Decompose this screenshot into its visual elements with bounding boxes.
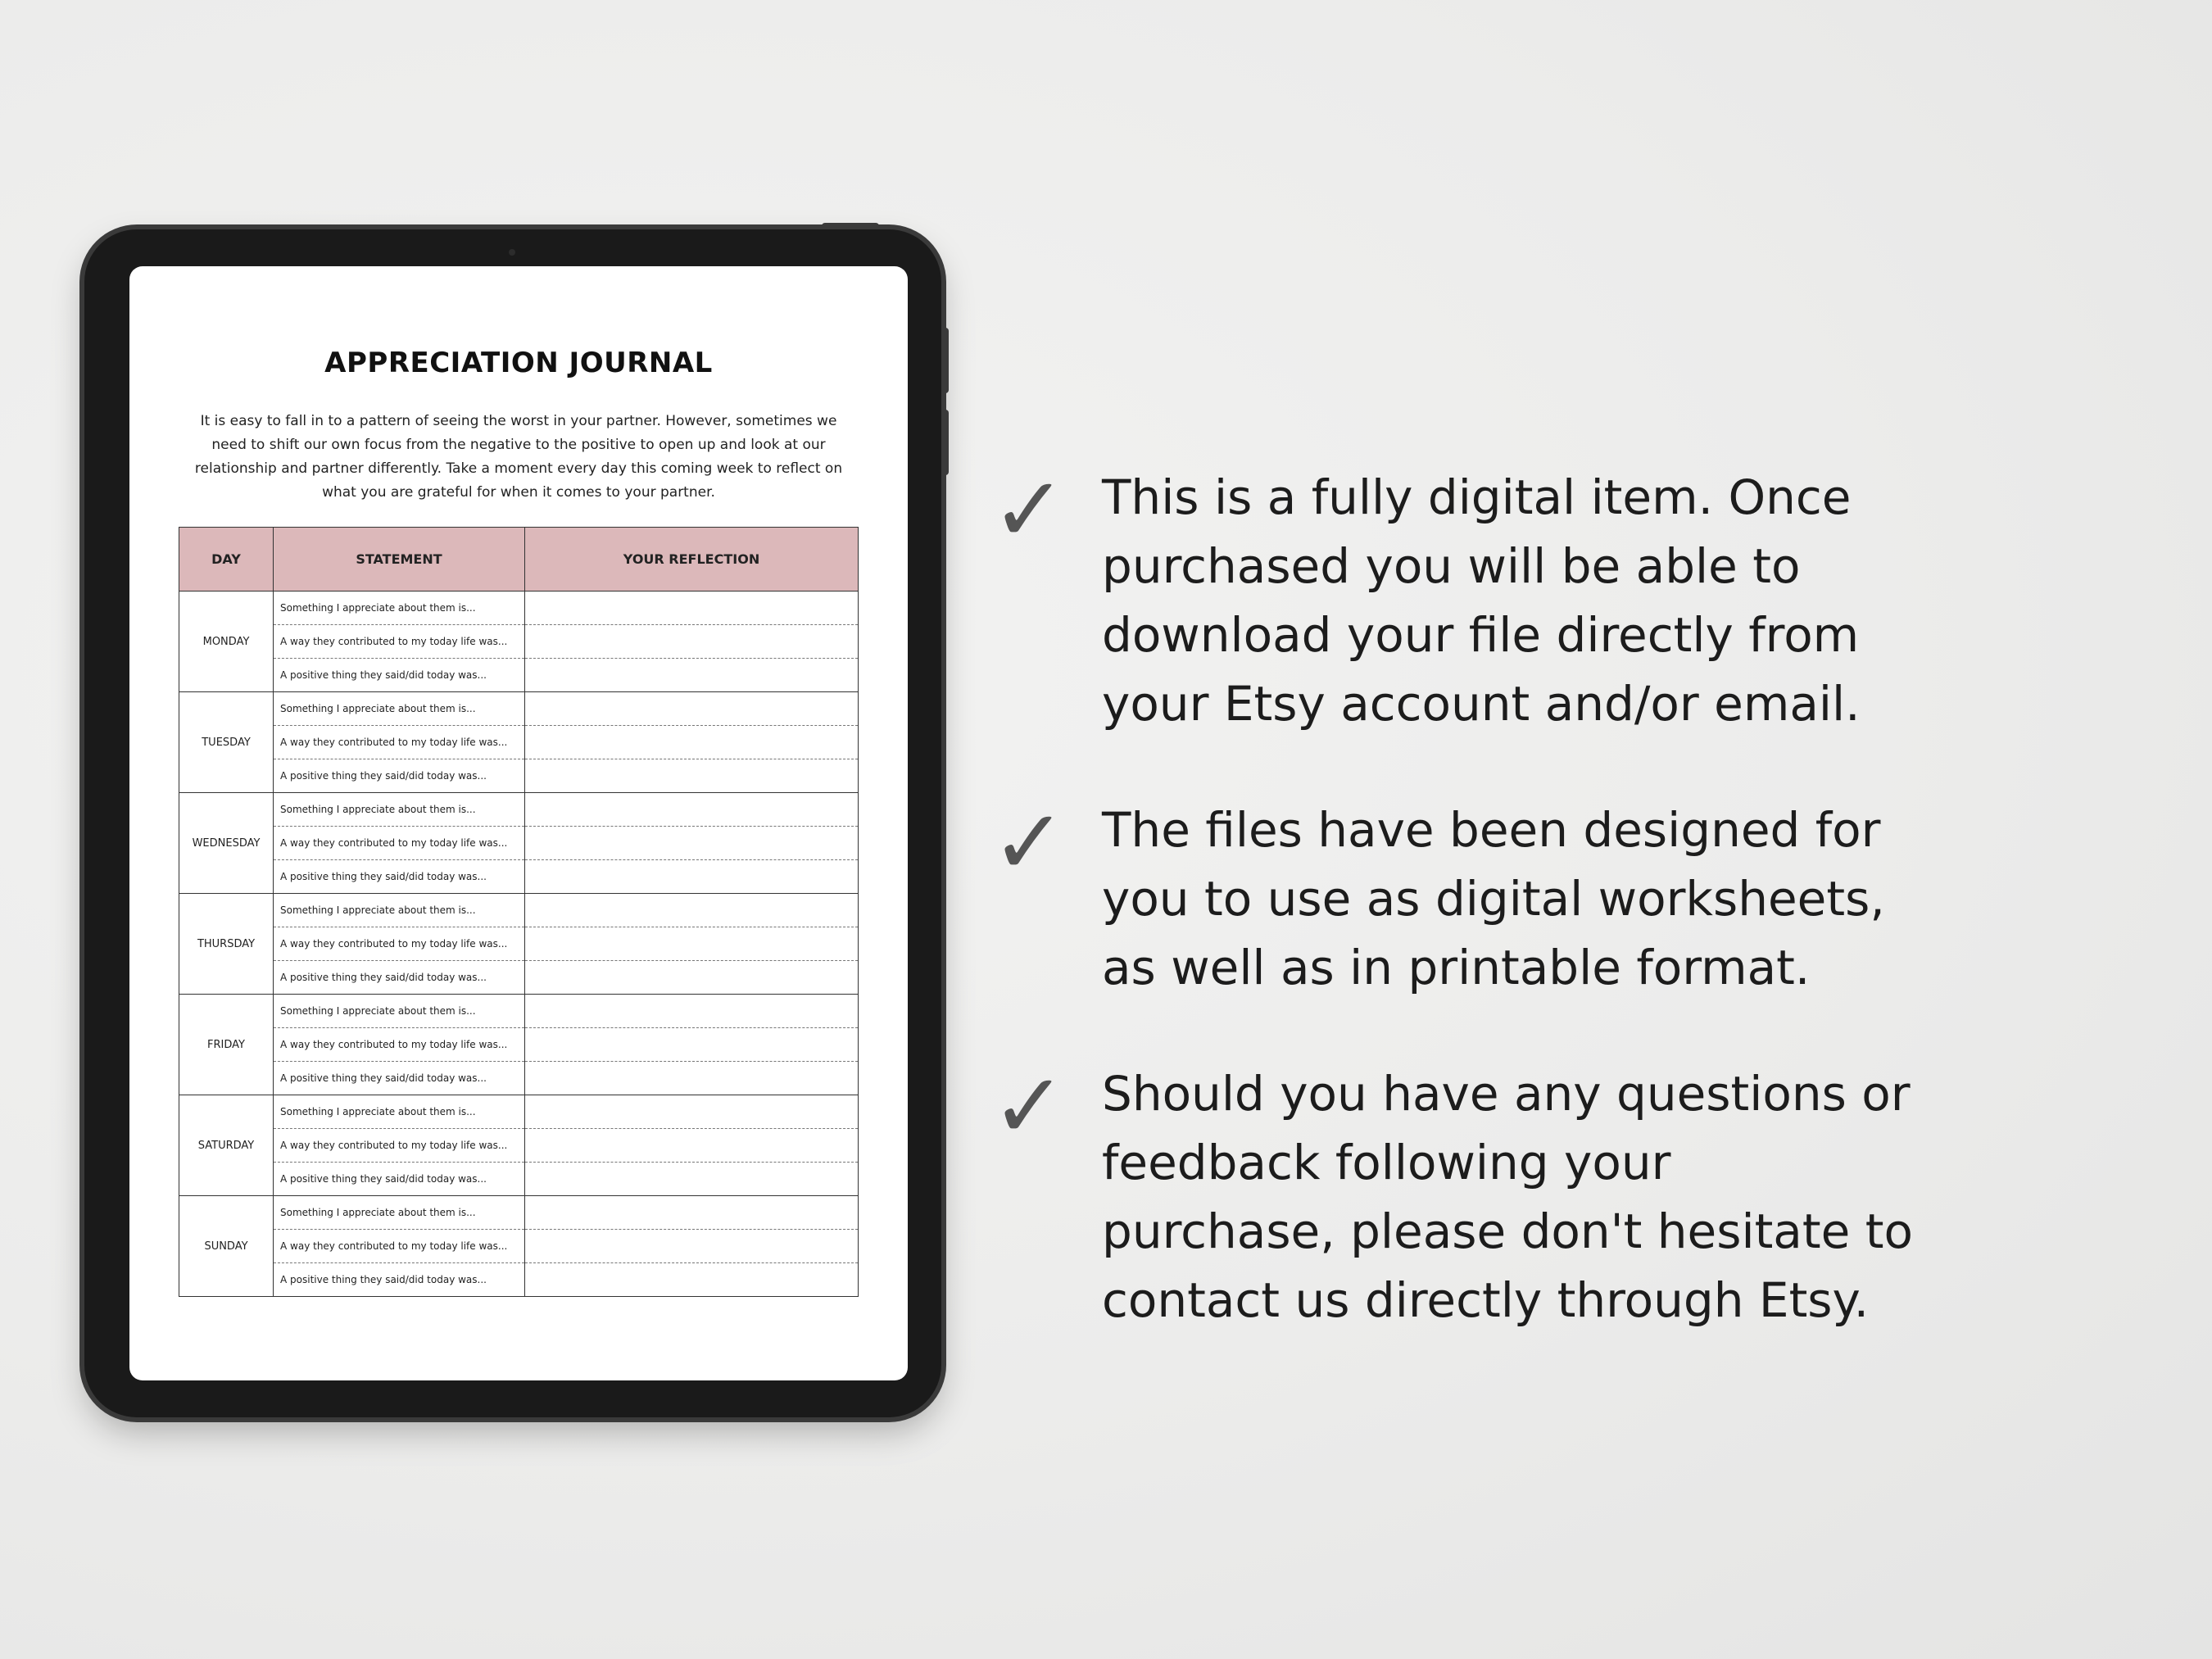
day-cell: MONDAY [179, 592, 274, 692]
statement-cell: A way they contributed to my today life was... [274, 1129, 525, 1163]
table-row [179, 692, 859, 726]
table-row [179, 1196, 859, 1230]
journal-table-body [179, 592, 859, 1297]
statement-cell: Something I appreciate about them is... [274, 1196, 525, 1230]
reflection-cell [525, 625, 859, 659]
check-icon: ✓ [991, 457, 1067, 562]
reflection-cell [525, 692, 859, 726]
reflection-cell [525, 759, 859, 793]
table-header-row [179, 528, 859, 592]
table-row [179, 726, 859, 759]
table-row [179, 759, 859, 793]
reflection-cell [525, 860, 859, 894]
day-cell: FRIDAY [179, 995, 274, 1095]
statement-cell: Something I appreciate about them is... [274, 793, 525, 827]
statement-cell: A positive thing they said/did today was... [274, 1062, 525, 1095]
day-cell: THURSDAY [179, 894, 274, 995]
table-row [179, 1028, 859, 1062]
table-row [179, 1230, 859, 1263]
column-header-reflection: YOUR REFLECTION [525, 528, 859, 592]
feature-text: Should you have any questions or feedback following your purchase, please don't hesitate to contact us directly through Etsy. [1102, 1066, 1913, 1328]
statement-cell: A positive thing they said/did today was... [274, 659, 525, 692]
statement-cell: A way they contributed to my today life was... [274, 625, 525, 659]
reflection-cell [525, 592, 859, 625]
day-cell: SUNDAY [179, 1196, 274, 1297]
table-row [179, 592, 859, 625]
feature-item [991, 790, 2138, 1002]
statement-cell: A positive thing they said/did today was... [274, 961, 525, 995]
statement-cell: A way they contributed to my today life was... [274, 1230, 525, 1263]
day-cell: SATURDAY [179, 1095, 274, 1196]
statement-cell: A way they contributed to my today life was... [274, 1028, 525, 1062]
statement-cell: Something I appreciate about them is... [274, 894, 525, 927]
table-row [179, 625, 859, 659]
volume-up-button [942, 328, 949, 393]
table-row [179, 1129, 859, 1163]
statement-cell: A positive thing they said/did today was... [274, 860, 525, 894]
statement-cell: A positive thing they said/did today was... [274, 759, 525, 793]
column-header-statement: STATEMENT [274, 528, 525, 592]
reflection-cell [525, 1196, 859, 1230]
feature-list [991, 457, 2138, 1335]
reflection-cell [525, 793, 859, 827]
reflection-cell [525, 726, 859, 759]
check-icon: ✓ [991, 790, 1067, 895]
table-row [179, 1095, 859, 1129]
table-row [179, 793, 859, 827]
reflection-cell [525, 927, 859, 961]
camera-icon [509, 249, 515, 256]
reflection-cell [525, 1062, 859, 1095]
statement-cell: A way they contributed to my today life was... [274, 726, 525, 759]
tablet-screen [129, 266, 908, 1380]
reflection-cell [525, 1028, 859, 1062]
journal-intro: It is easy to fall in to a pattern of seeing the worst in your partner. However, sometimes we need to shift our own focus from the negative to the positive to open up and look at our relationship and partner differently. Take a moment every day this coming week to reflect on what you are grateful for when it comes to your partner. [194, 413, 843, 501]
reflection-cell [525, 1163, 859, 1196]
table-row [179, 995, 859, 1028]
statement-cell: Something I appreciate about them is... [274, 1095, 525, 1129]
table-row [179, 827, 859, 860]
reflection-cell [525, 961, 859, 995]
statement-cell: Something I appreciate about them is... [274, 592, 525, 625]
reflection-cell [525, 827, 859, 860]
statement-cell: Something I appreciate about them is... [274, 692, 525, 726]
feature-item [991, 1054, 2138, 1335]
reflection-cell [525, 995, 859, 1028]
reflection-cell [525, 1263, 859, 1297]
journal-table [179, 527, 859, 1297]
statement-cell: Something I appreciate about them is... [274, 995, 525, 1028]
reflection-cell [525, 894, 859, 927]
statement-cell: A positive thing they said/did today was... [274, 1163, 525, 1196]
reflection-cell [525, 1129, 859, 1163]
statement-cell: A way they contributed to my today life was... [274, 827, 525, 860]
feature-text: This is a fully digital item. Once purchased you will be able to download your file directly from your Etsy account and/or email. [1102, 469, 1861, 732]
power-button [822, 223, 879, 229]
table-row [179, 1062, 859, 1095]
reflection-cell [525, 1095, 859, 1129]
statement-cell: A way they contributed to my today life was... [274, 927, 525, 961]
table-row [179, 1263, 859, 1297]
check-icon: ✓ [991, 1054, 1067, 1158]
table-row [179, 894, 859, 927]
column-header-day: DAY [179, 528, 274, 592]
tablet-device [84, 229, 941, 1417]
table-row [179, 1163, 859, 1196]
table-row [179, 659, 859, 692]
journal-title: APPRECIATION JOURNAL [324, 347, 713, 379]
feature-text: The files have been designed for you to use as digital worksheets, as well as in printable format. [1102, 802, 1885, 995]
statement-cell: A positive thing they said/did today was... [274, 1263, 525, 1297]
table-row [179, 927, 859, 961]
reflection-cell [525, 659, 859, 692]
table-row [179, 860, 859, 894]
table-row [179, 961, 859, 995]
day-cell: WEDNESDAY [179, 793, 274, 894]
day-cell: TUESDAY [179, 692, 274, 793]
reflection-cell [525, 1230, 859, 1263]
volume-down-button [942, 410, 949, 475]
feature-item [991, 457, 2138, 738]
